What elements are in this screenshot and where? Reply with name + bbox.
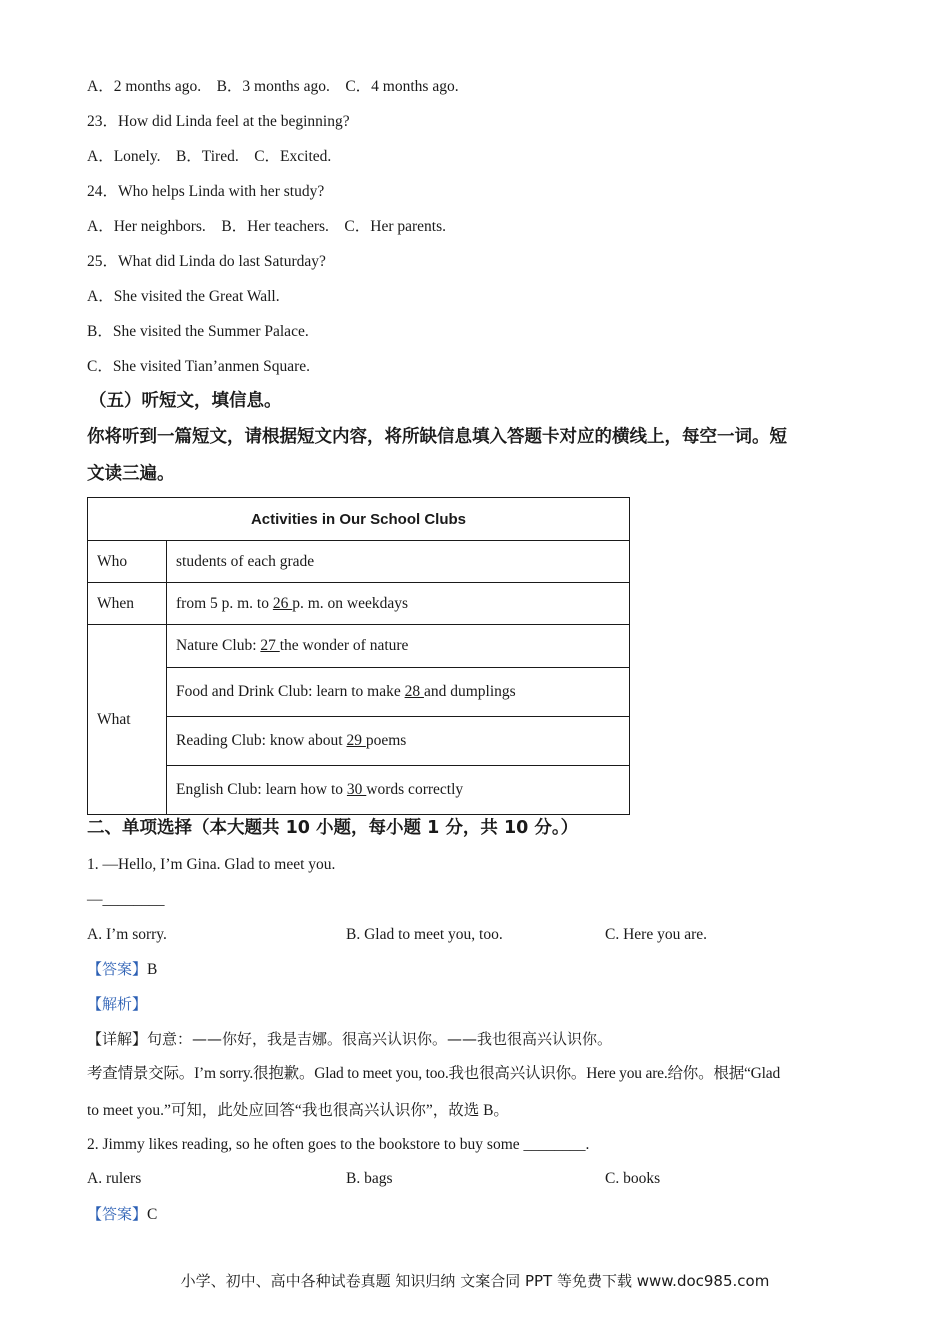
- section5-instructions-line1: 你将听到一篇短文，请根据短文内容，将所缺信息填入答题卡对应的横线上，每空一词。短: [87, 427, 787, 447]
- q24-option-a: A．Her neighbors.: [87, 218, 206, 235]
- detail-label: 【详解】: [87, 1030, 148, 1048]
- part2-title: 二、单项选择（本大题共 10 小题，每小题 1 分，共 10 分。）: [87, 818, 579, 838]
- q24-option-b: B．Her teachers.: [221, 218, 329, 235]
- q23-option-c: C．Excited.: [254, 148, 332, 165]
- q24-options: [87, 217, 446, 237]
- what-row-english: [167, 766, 630, 815]
- q24-stem: 24．Who helps Linda with her study?: [87, 183, 325, 200]
- when-pre: from 5 p. m. to: [176, 594, 273, 612]
- who-label: Who: [88, 541, 167, 583]
- food-pre: Food and Drink Club: learn to make: [176, 683, 405, 700]
- q1-answer-value: B: [147, 961, 158, 978]
- q22-option-a: A．2 months ago.: [87, 78, 202, 95]
- section5-title: （五）听短文，填信息。: [89, 391, 282, 411]
- when-post: p. m. on weekdays: [292, 594, 409, 612]
- q1-detail: [87, 1029, 612, 1049]
- q22-option-b: B．3 months ago.: [216, 78, 330, 95]
- what-row-reading: [167, 717, 630, 766]
- section5-instructions-line2: 文读三遍。: [87, 464, 175, 484]
- q23-options: [87, 147, 331, 167]
- english-pre: English Club: learn how to: [176, 781, 347, 798]
- q2-answer-label: 【答案】: [87, 1205, 148, 1223]
- q1-line2: —________: [87, 891, 165, 908]
- q2-answer-value: C: [147, 1206, 158, 1223]
- q23-stem: 23．How did Linda feel at the beginning?: [87, 113, 350, 130]
- clubs-table: [87, 497, 630, 815]
- blank-26: 26: [272, 594, 293, 612]
- detail-text: 句意：——你好，我是吉娜。很高兴认识你。——我也很高兴认识你。: [147, 1030, 613, 1048]
- when-label: When: [88, 583, 167, 625]
- analysis-label: 【解析】: [87, 995, 148, 1013]
- blank-30: 30: [346, 781, 367, 798]
- nature-pre: Nature Club:: [176, 637, 261, 654]
- q1-options: [87, 925, 867, 945]
- q2-answer: [87, 1204, 157, 1225]
- q22-option-c: C．4 months ago.: [345, 78, 459, 95]
- english-post: words correctly: [366, 781, 464, 798]
- what-label: What: [88, 625, 167, 815]
- q22-options: [87, 77, 459, 97]
- q23-option-b: B．Tired.: [175, 148, 239, 165]
- q1-line1: 1. —Hello, I’m Gina. Glad to meet you.: [87, 856, 336, 873]
- q25-stem: 25．What did Linda do last Saturday?: [87, 253, 326, 270]
- q25-option-c: C．She visited Tian’anmen Square.: [87, 358, 311, 375]
- q25-option-a: A．She visited the Great Wall.: [87, 288, 280, 305]
- q1-explain-line1: 考查情景交际。I’m sorry.很抱歉。Glad to meet you, too.我也很高兴认识你。Here you are.给你。根据“Glad: [87, 1065, 781, 1082]
- q2-option-c: C. books: [605, 1170, 661, 1187]
- q2-option-a: A. rulers: [87, 1170, 142, 1187]
- reading-pre: Reading Club: know about: [176, 732, 347, 749]
- q2-stem: 2. Jimmy likes reading, so he often goes to the bookstore to buy some ________.: [87, 1136, 590, 1153]
- who-value: students of each grade: [167, 541, 630, 583]
- blank-27: 27: [260, 637, 280, 654]
- q1-option-b: B. Glad to meet you, too.: [346, 926, 503, 943]
- what-row-food: [167, 668, 630, 717]
- when-value: [167, 583, 630, 625]
- nature-post: the wonder of nature: [279, 637, 409, 654]
- blank-28: 28: [404, 683, 424, 700]
- q25-option-b: B．She visited the Summer Palace.: [87, 323, 309, 340]
- q2-option-b: B. bags: [346, 1170, 393, 1187]
- q1-option-c: C. Here you are.: [605, 926, 707, 943]
- food-post: and dumplings: [423, 683, 516, 700]
- footer-text: 小学、初中、高中各种试卷真题 知识归纳 文案合同 PPT 等免费下载 www.doc985.com: [180, 1272, 770, 1290]
- q1-option-a: A. I’m sorry.: [87, 926, 167, 943]
- q2-options: [87, 1169, 867, 1189]
- q1-explain-line2: to meet you.”可知，此处应回答“我也很高兴认识你”，故选 B。: [87, 1102, 509, 1119]
- what-row-nature: [167, 625, 630, 668]
- q24-option-c: C．Her parents.: [344, 218, 446, 235]
- q1-answer: [87, 959, 157, 980]
- answer-label: 【答案】: [87, 960, 148, 978]
- q23-option-a: A．Lonely.: [87, 148, 161, 165]
- table-title: Activities in Our School Clubs: [88, 498, 630, 541]
- reading-post: poems: [365, 732, 407, 749]
- blank-29: 29: [346, 732, 366, 749]
